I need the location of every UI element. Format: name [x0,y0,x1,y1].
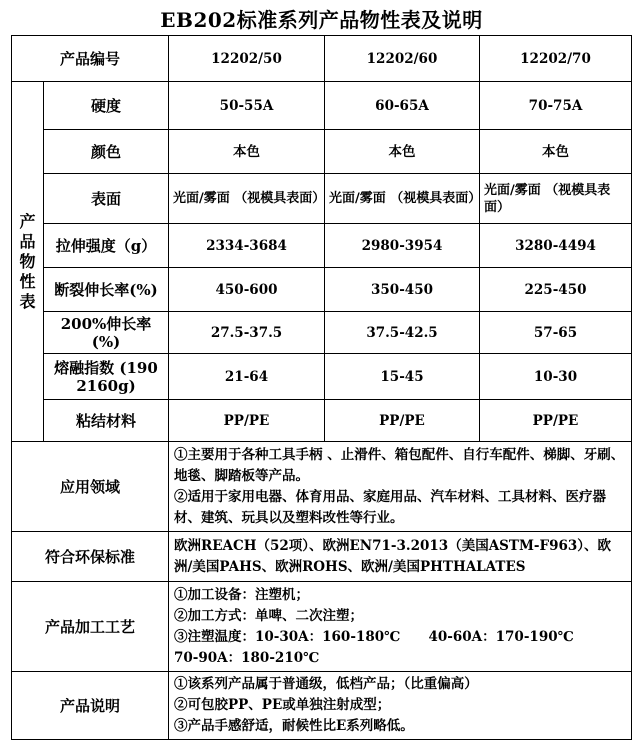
section-line: ①该系列产品属于普通级，低档产品；（比重偏高） [174,676,478,692]
property-value: 21-64 [169,354,325,400]
property-label: 颜色 [44,130,169,174]
property-value: 450-600 [169,268,325,312]
property-value: 3280-4494 [480,224,632,268]
property-row [12,354,632,400]
header-label: 产品编号 [12,36,169,82]
property-row [12,312,632,354]
property-value: PP/PE [325,400,480,442]
property-value: 本色 [169,130,325,174]
property-value: 57-65 [480,312,632,354]
section-row [12,672,632,740]
property-value: 37.5-42.5 [325,312,480,354]
property-label: 200%伸长率(%) [44,312,169,354]
property-value: 光面/雾面 （视模具表面） [169,174,325,224]
section-row [12,582,632,672]
section-content [169,532,632,582]
header-row [12,36,632,82]
property-value: 本色 [325,130,480,174]
property-value: 50-55A [169,82,325,130]
property-row [12,400,632,442]
property-value: 光面/雾面 （视模具表面） [325,174,480,224]
property-value: PP/PE [480,400,632,442]
section-label: 应用领域 [12,442,169,532]
property-value: 60-65A [325,82,480,130]
page-title: EB202标准系列产品物性表及说明 [160,8,483,32]
property-value: 27.5-37.5 [169,312,325,354]
property-value: 70-75A [480,82,632,130]
model-2: 12202/60 [325,36,480,82]
property-label: 硬度 [44,82,169,130]
section-line: ②加工方式：单啤、二次注塑； [174,607,363,624]
property-value: 2980-3954 [325,224,480,268]
section-label: 符合环保标准 [12,532,169,582]
property-value: 本色 [480,130,632,174]
section-line: ①主要用于各种工具手柄 、止滑件、箱包配件、自行车配件、梯脚、牙刷、地毯、脚踏板等产品。 [174,446,625,484]
section-line: 欧洲REACH（52项）、欧洲EN71-3.2013（美国ASTM-F963）、欧洲/美国PAHS、欧洲ROHS、欧洲/美国PHTHALATES [174,537,612,575]
section-line: ③产品手感舒适，耐候性比E系列略低。 [174,718,414,734]
section-line: ③注塑温度：10-30A：160-180℃ 40-60A：170-190℃ [174,628,574,645]
section-row [12,442,632,532]
section-label: 产品说明 [12,672,169,740]
section-row [12,532,632,582]
property-row [12,174,632,224]
property-label: 熔融指数 (190 2160g) [44,354,169,400]
property-value: 15-45 [325,354,480,400]
property-value: PP/PE [169,400,325,442]
section-content [169,582,632,672]
property-label: 表面 [44,174,169,224]
property-value: 10-30 [480,354,632,400]
property-value: 225-450 [480,268,632,312]
property-row [12,130,632,174]
section-line: ②可包胶PP、PE或单独注射成型； [174,697,391,713]
section-content [169,672,632,740]
property-row [12,224,632,268]
property-value: 光面/雾面 （视模具表面） [480,174,632,224]
section-line: 70-90A：180-210℃ [174,649,320,666]
section-line: ②适用于家用电器、体育用品、家庭用品、汽车材料、工具材料、医疗器材、建筑、玩具以及塑料改性等行业。 [174,488,606,526]
model-3: 12202/70 [480,36,632,82]
property-row [12,82,632,130]
property-value: 2334-3684 [169,224,325,268]
model-1: 12202/50 [169,36,325,82]
properties-group-text: 产 品 物 性 表 [19,211,36,311]
property-value: 350-450 [325,268,480,312]
property-label: 拉伸强度（g） [44,224,169,268]
properties-group-label [12,82,44,442]
property-row [12,268,632,312]
property-label: 断裂伸长率(%) [44,268,169,312]
properties-table [11,35,632,740]
section-content [169,442,632,532]
section-label: 产品加工工艺 [12,582,169,672]
section-line: ①加工设备：注塑机； [174,586,309,603]
property-label: 粘结材料 [44,400,169,442]
